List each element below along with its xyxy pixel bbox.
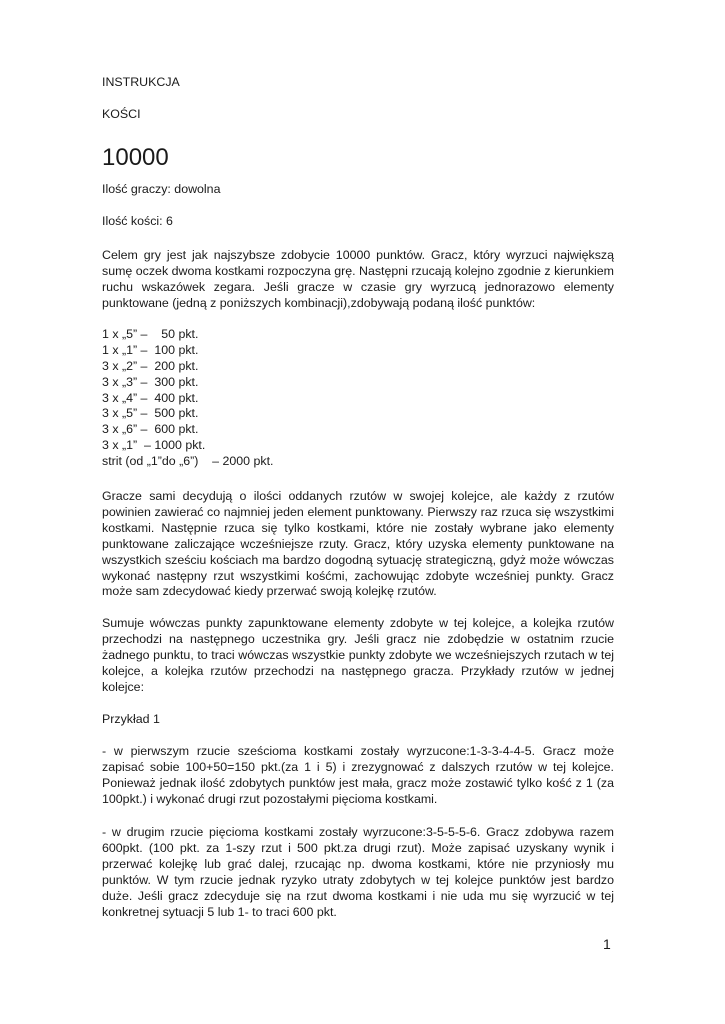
rules-paragraph: Gracze sami decydują o ilości oddanych rzutów w swojej kolejce, ale każdy z rzutów powinien zawierać co najmniej jeden element punktowany. Pierwszy raz rzuca się wszystkimi kostkami. Następnie rzuca się tylko kostkami, które nie zostały wybrane jako elementy punktowane zaliczające wcześniejsze rzuty. Gracz, który uzyska elementy punktowane na wszystkich sześciu kościach ma bardzo dogodną sytuację strategiczną, gdyż może wówczas wykonać następny rzut wszystkimi kośćmi, zachowując zdobyte wcześniej punkty. Gracz może sam zdecydować kiedy przerwać swoją kolejkę rzutów. bbox=[102, 489, 614, 599]
example-paragraph: - w pierwszym rzucie sześcioma kostkami zostały wyrzucone:1-3-3-4-4-5. Gracz może zapisać sobie 100+50=150 pkt.(za 1 i 5) i zrezygnować z dalszych rzutów w tej kolejce. Ponieważ jednak ilość zdobytych punktów jest mała, gracz może zostawić tylko kość z 1 (za 100pkt.) i wykonać drugi rzut pozostałymi pięcioma kostkami. bbox=[102, 744, 614, 806]
score-row: 1 x „1” – 100 pkt. bbox=[102, 342, 199, 357]
score-row: 3 x „2” – 200 pkt. bbox=[102, 358, 199, 373]
page-number: 1 bbox=[603, 936, 611, 952]
score-row: 3 x „5” – 500 pkt. bbox=[102, 406, 199, 421]
subheader-label: KOŚCI bbox=[102, 107, 141, 121]
dice-info: Ilość kości: 6 bbox=[102, 214, 173, 228]
score-row: 3 x „6” – 600 pkt. bbox=[102, 422, 199, 437]
score-row: 1 x „5” – 50 pkt. bbox=[102, 327, 199, 341]
rules-paragraph: Sumuje wówczas punkty zapunktowane elementy zdobyte w tej kolejce, a kolejka rzutów przechodzi na następnego uczestnika gry. Jeśli gracz nie zdobędzie w ostatnim rzucie żadnego punktu, to traci wówczas wszystkie punkty zdobyte we wcześniejszych rzutach w tej kolejce, a kolejka rzutów przechodzi na następnego gracza. Przykłady rzutów w jednej kolejce: bbox=[102, 616, 614, 694]
intro-paragraph: Celem gry jest jak najszybsze zdobycie 10000 punktów. Gracz, który wyrzuci największą sumę oczek dwoma kostkami rozpoczyna grę. Następni rzucają kolejno zgodnie z kierunkiem ruchu wskazówek zegara. Jeśli gracze w czasie gry wyrzucą jednorazowo elementy punktowane (jedną z poniższych kombinacji),zdobywają podaną ilość punktów: bbox=[102, 248, 614, 310]
example-paragraph: - w drugim rzucie pięcioma kostkami zostały wyrzucone:3-5-5-5-6. Gracz zdobywa razem 600pkt. (100 pkt. za 1-szy rzut i 500 pkt.za drugi rzut). Może zapisać uzyskany wynik i przerwać kolejkę lub grać dalej, rzucając np. dwoma kostkami, które nie przyniosły mu punktów. W tym rzucie jednak ryzyko utraty zdobytych w tej kolejce punktów jest bardzo duże. Jeśli gracz zdecyduje się na rzut dwoma kostkami i nie uda mu się wyrzucić w tej konkretnej sytuacji 5 lub 1- to traci 600 pkt. bbox=[102, 825, 614, 919]
example-title: Przykład 1 bbox=[102, 712, 160, 726]
score-row: 3 x „4” – 400 pkt. bbox=[102, 390, 199, 405]
header-label: INSTRUKCJA bbox=[102, 75, 180, 89]
page-title: 10000 bbox=[102, 144, 169, 171]
score-row: 3 x „3” – 300 pkt. bbox=[102, 374, 199, 389]
score-row: 3 x „1” – 1000 pkt. bbox=[102, 438, 206, 453]
players-info: Ilość graczy: dowolna bbox=[102, 182, 221, 196]
score-row: strit (od „1”do „6”) – 2000 pkt. bbox=[102, 454, 274, 469]
score-table bbox=[102, 327, 273, 470]
